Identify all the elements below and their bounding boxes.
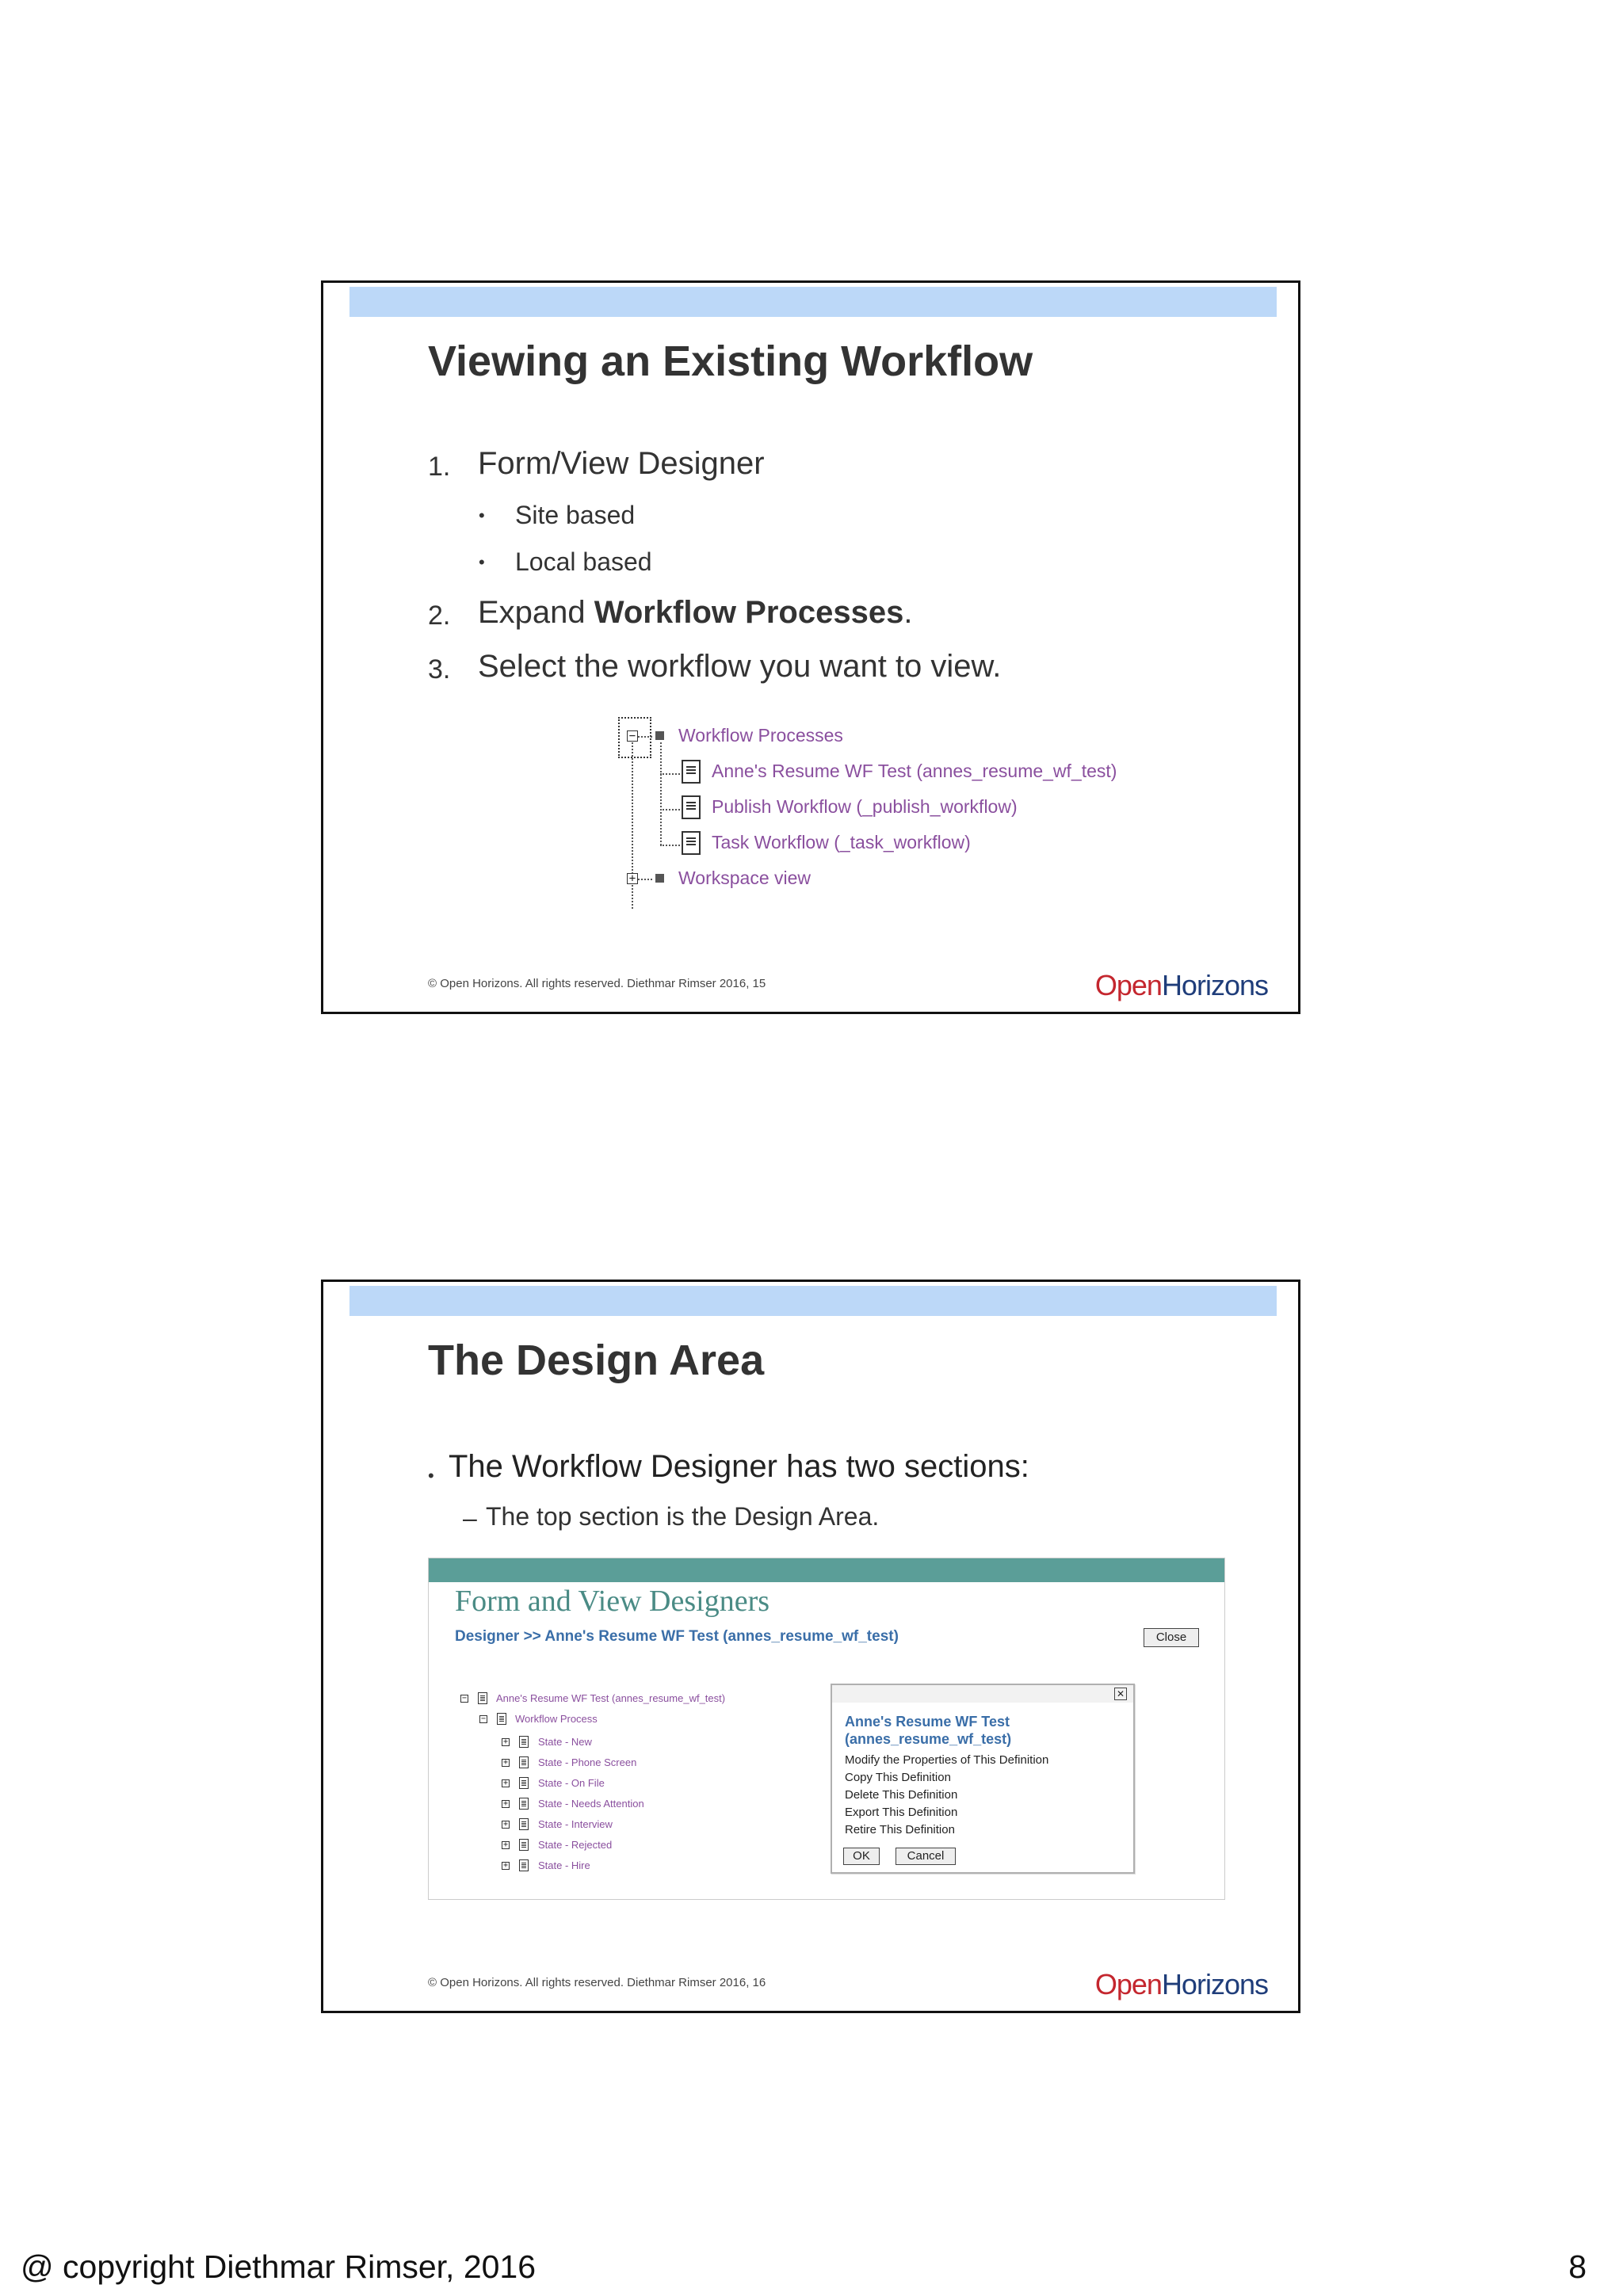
slide-header-bar xyxy=(349,1286,1277,1316)
document-icon xyxy=(519,1798,529,1810)
expand-icon[interactable]: + xyxy=(502,1820,509,1829)
tree-item-workflow-processes[interactable]: Workflow Processes xyxy=(678,725,843,746)
tree-item-state[interactable]: State - On File xyxy=(538,1777,605,1789)
tree-connector xyxy=(660,809,680,810)
tree-item-workflow[interactable]: Publish Workflow (_publish_workflow) xyxy=(712,796,1018,817)
open-horizons-logo: OpenHorizons xyxy=(1094,969,1268,1001)
step-number: 1. xyxy=(428,452,451,482)
slide-title: The Design Area xyxy=(428,1337,765,1384)
document-icon xyxy=(682,831,701,855)
bullet-marker: • xyxy=(479,505,485,525)
screenshot-title: Form and View Designers xyxy=(455,1585,770,1618)
close-button[interactable]: Close xyxy=(1144,1628,1199,1647)
document-icon xyxy=(519,1839,529,1851)
breadcrumb[interactable]: Designer >> Anne's Resume WF Test (annes_resume_wf_test) xyxy=(455,1628,899,1645)
tree-item-state[interactable]: State - Interview xyxy=(538,1818,613,1830)
tree-connector xyxy=(660,742,662,845)
ok-button[interactable]: OK xyxy=(843,1848,880,1865)
expand-icon[interactable]: + xyxy=(502,1737,509,1746)
folder-bullet-icon xyxy=(655,731,664,740)
tree-item-state[interactable]: State - New xyxy=(538,1736,592,1748)
dialog-option[interactable]: Modify the Properties of This Definition xyxy=(845,1753,1049,1767)
document-icon xyxy=(519,1859,529,1871)
dialog-option[interactable]: Copy This Definition xyxy=(845,1771,951,1784)
cancel-button[interactable]: Cancel xyxy=(896,1848,956,1865)
dialog-subtitle: (annes_resume_wf_test) xyxy=(845,1731,1012,1747)
tree-item-state[interactable]: State - Rejected xyxy=(538,1839,613,1851)
expand-icon[interactable]: + xyxy=(502,1799,509,1808)
step-number: 2. xyxy=(428,601,451,631)
tree-item-state[interactable]: State - Needs Attention xyxy=(538,1798,644,1810)
document-icon xyxy=(497,1713,506,1725)
expand-icon[interactable]: + xyxy=(502,1840,509,1849)
dialog-option[interactable]: Delete This Definition xyxy=(845,1788,958,1802)
step-text: Form/View Designer xyxy=(478,446,765,481)
open-horizons-logo: OpenHorizons xyxy=(1094,1968,1268,2000)
bullet-marker: • xyxy=(479,552,485,572)
document-icon xyxy=(682,795,701,819)
slide-header-bar xyxy=(349,287,1277,317)
slide-footer: © Open Horizons. All rights reserved. Diethmar Rimser 2016, 16 xyxy=(428,1976,766,1989)
bullet-text: Local based xyxy=(515,547,652,576)
tree-item-state[interactable]: State - Hire xyxy=(538,1859,590,1871)
expand-icon[interactable]: + xyxy=(502,1779,509,1787)
tree-item-workflow[interactable]: Anne's Resume WF Test (annes_resume_wf_test) xyxy=(712,761,1117,781)
document-icon xyxy=(519,1777,529,1789)
document-icon xyxy=(478,1692,487,1704)
close-icon[interactable]: ✕ xyxy=(1114,1688,1127,1700)
sub-bullet-text: The top section is the Design Area. xyxy=(486,1502,880,1531)
document-icon xyxy=(519,1818,529,1830)
dialog-title: Anne's Resume WF Test xyxy=(845,1714,1010,1730)
page-number: 8 xyxy=(1568,2248,1587,2285)
slide-footer: © Open Horizons. All rights reserved. Diethmar Rimser 2016, 15 xyxy=(428,977,766,990)
screenshot-header-bar xyxy=(429,1558,1224,1582)
folder-bullet-icon xyxy=(655,874,664,883)
document-icon xyxy=(519,1736,529,1748)
bullet-text: The Workflow Designer has two sections: xyxy=(449,1449,1029,1484)
dialog-titlebar xyxy=(832,1685,1133,1703)
slide-viewing-workflow xyxy=(321,280,1300,1014)
dialog-option[interactable]: Retire This Definition xyxy=(845,1823,955,1836)
expand-icon[interactable]: + xyxy=(502,1861,509,1870)
tree-item-root[interactable]: Anne's Resume WF Test (annes_resume_wf_test) xyxy=(496,1692,726,1704)
dialog-option[interactable]: Export This Definition xyxy=(845,1806,958,1819)
definition-menu-dialog xyxy=(831,1684,1135,1874)
tree-connector xyxy=(660,845,680,846)
document-icon xyxy=(682,760,701,784)
slide-design-area xyxy=(321,1280,1300,2013)
tree-item-workspace-view[interactable]: Workspace view xyxy=(678,868,812,888)
bullet-text: Site based xyxy=(515,501,636,529)
page-copyright: @ copyright Diethmar Rimser, 2016 xyxy=(21,2248,537,2285)
collapse-icon[interactable]: − xyxy=(627,730,638,742)
form-view-designer-screenshot xyxy=(428,1558,1225,1900)
bullet-marker: • xyxy=(428,1466,434,1486)
step-text: Select the workflow you want to view. xyxy=(478,649,1002,684)
collapse-icon[interactable]: − xyxy=(480,1714,487,1723)
expand-icon[interactable]: + xyxy=(502,1758,509,1767)
dash-marker: – xyxy=(463,1504,477,1532)
tree-item-workflow-process[interactable]: Workflow Process xyxy=(515,1713,598,1725)
tree-item-state[interactable]: State - Phone Screen xyxy=(538,1756,637,1768)
tree-connector xyxy=(660,773,680,775)
step-number: 3. xyxy=(428,654,451,685)
document-icon xyxy=(519,1756,529,1768)
tree-connector xyxy=(638,736,652,738)
expand-icon[interactable]: + xyxy=(627,873,638,884)
tree-connector xyxy=(638,879,652,880)
slide-title: Viewing an Existing Workflow xyxy=(428,338,1033,385)
step-text: Expand Workflow Processes. xyxy=(478,595,913,630)
collapse-icon[interactable]: − xyxy=(461,1694,468,1703)
tree-item-workflow[interactable]: Task Workflow (_task_workflow) xyxy=(712,832,971,852)
